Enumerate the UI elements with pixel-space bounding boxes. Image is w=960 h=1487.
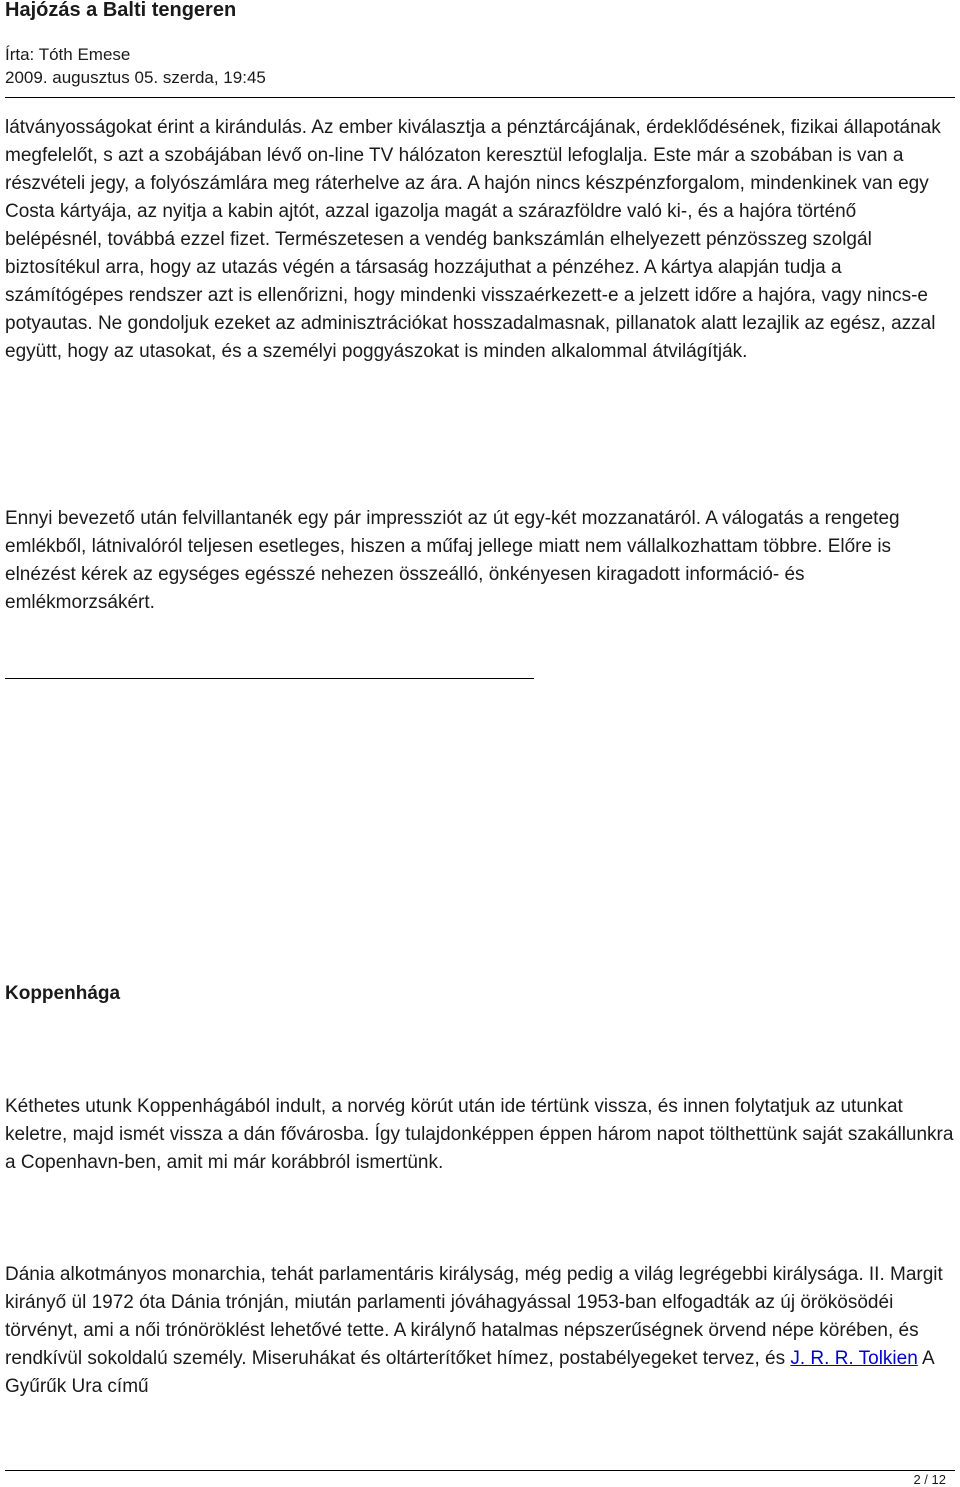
tolkien-link[interactable]: J. R. R. Tolkien bbox=[790, 1348, 918, 1369]
header-divider bbox=[5, 97, 955, 98]
article-date: 2009. augusztus 05. szerda, 19:45 bbox=[5, 68, 266, 87]
body-paragraph-2: Ennyi bevezető után felvillantanék egy pár impressziót az út egy-két mozzanatáról. A válogatás a rengeteg emlékből, látnivalóról teljesen esetleges, hiszen a műfaj jellege miatt nem vállalkozhattam többre. Előre is elnézést kérek az egységes egésszé nehezen összeálló, önkényesen kiragadott információ- és emlékmorzsákért. bbox=[5, 508, 900, 613]
section-heading: Koppenhága bbox=[5, 983, 121, 1004]
article-author: Írta: Tóth Emese bbox=[5, 45, 131, 64]
paragraph-4-text-start: Dánia alkotmányos monarchia, tehát parlamentáris királyság, még pedig a világ legrégebbi királysága. II. Margit kirányő ül 1972 óta Dánia trónján, miután parlamenti jóváhagyással 1953-ban elfogadták az új örökösödéi törvényt, ami a női trónöröklést lehetővé tette. A királynő hatalmas népszerűségnek örvend népe körében, és rendkívül sokoldalú személy. Miseruhákat és oltárterítőket hímez, postabélyegeket tervez, és bbox=[5, 1264, 943, 1369]
body-paragraph-3: Kéthetes utunk Koppenhágából indult, a norvég körút után ide tértünk vissza, és innen folytatjuk az utunkat keletre, majd ismét vissza a dán fővárosba. Így tulajdonképpen éppen három napot tölthettünk saját szakállunkra a Copenhavn-ben, amit mi már korábbról ismertünk. bbox=[5, 1096, 954, 1173]
section-divider bbox=[5, 678, 534, 679]
paragraph-4-text-end: A Gyűrűk Ura című bbox=[5, 1348, 934, 1397]
body-paragraph-4 bbox=[5, 1261, 957, 1401]
article-title: Hajózás a Balti tengeren bbox=[5, 0, 237, 21]
page-number: 2 / 12 bbox=[913, 1472, 946, 1487]
body-paragraph-1: látványosságokat érint a kirándulás. Az ember kiválasztja a pénztárcájának, érdeklődésének, fizikai állapotának megfelelőt, s azt a szobájában lévő on-line TV hálózaton keresztül lefoglalja. Este már a szobában is van a részvételi jegy, a folyószámlára meg ráterhelve az ára. A hajón nincs készpénzforgalom, mindenkinek van egy Costa kártyája, az nyitja a kabin ajtót, azzal igazolja magát a szárazföldre való ki-, és a hajóra történő belépésnél, továbbá ezzel fizet. Természetesen a vendég bankszámlán elhelyezett pénzösszeg szolgál biztosítékul arra, hogy az utazás végén a társaság hozzájuthat a pénzéhez. A kártya alapján tudja a számítógépes rendszer azt is ellenőrizni, hogy mindenki visszaérkezett-e a jelzett időre a hajóra, vagy nincs-e potyautas. Ne gondoljuk ezeket az adminisztrációkat hosszadalmasnak, pillanatok alatt lezajlik az egész, azzal együtt, hogy az utasokat, és a személyi poggyászokat is minden alkalommal átvilágítják. bbox=[5, 117, 941, 362]
document-header bbox=[5, 0, 955, 87]
footer-divider bbox=[5, 1470, 955, 1471]
